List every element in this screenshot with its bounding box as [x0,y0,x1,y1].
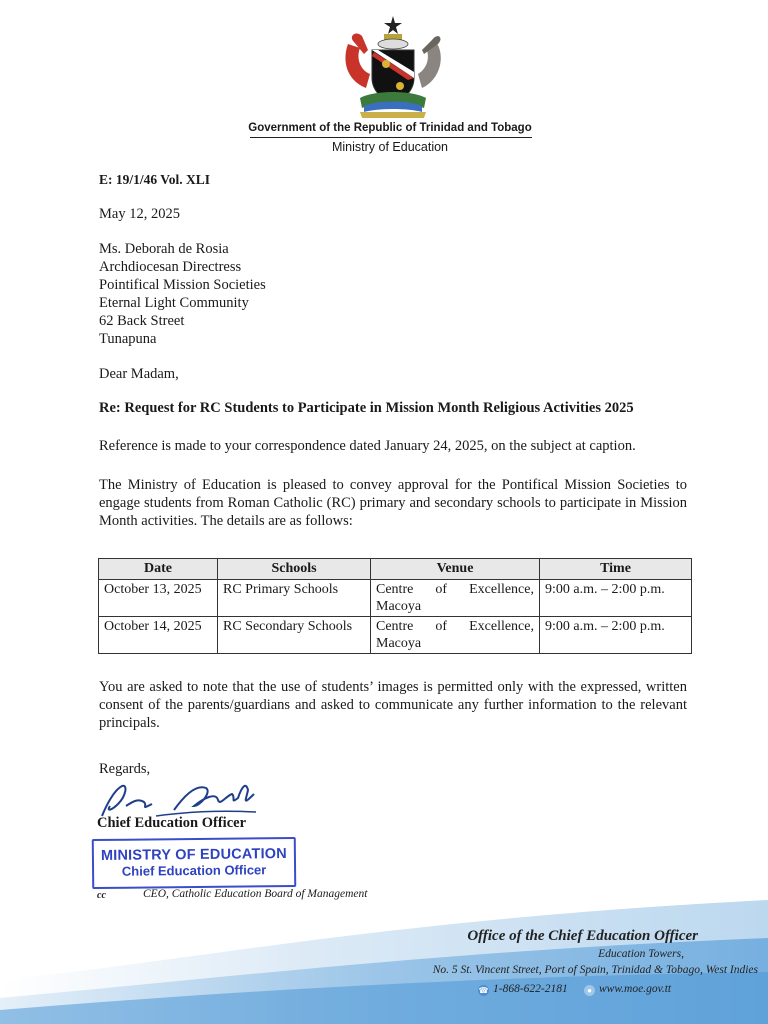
recipient-line: Tunapuna [99,331,157,347]
paragraph-reference: Reference is made to your correspondence dated January 24, 2025, on the subject at caption. [99,438,636,454]
table-row [99,617,692,654]
ministry-heading: Ministry of Education [331,140,449,154]
paragraph-consent: You are asked to note that the use of students’ images is permitted only with the expressed, written consent of the parents/guardians and asked to communicate any further information to the relevant principals. [99,679,687,731]
footer-website[interactable] [584,983,671,996]
cc-label: cc [97,890,106,901]
cell-schools: RC Secondary Schools [218,617,371,654]
cell-date: October 14, 2025 [99,617,218,654]
footer-phone [478,983,568,996]
column-header-date: Date [99,559,218,580]
reference-number: E: 19/1/46 Vol. XLI [99,172,211,187]
column-header-schools: Schools [218,559,371,580]
table-header-row [99,559,692,580]
letter-date: May 12, 2025 [99,206,180,222]
website-url[interactable]: www.moe.gov.tt [599,983,672,995]
cell-time: 9:00 a.m. – 2:00 p.m. [540,580,692,617]
phone-number: 1-868-622-2181 [493,983,568,995]
footer-office-title: Office of the Chief Education Officer [467,928,698,944]
cc-recipient: CEO, Catholic Education Board of Management [143,888,368,900]
cell-date: October 13, 2025 [99,580,218,617]
globe-icon: ● [584,985,595,996]
activity-details-table [98,558,692,654]
column-header-venue: Venue [371,559,540,580]
stamp-line1: MINISTRY OF EDUCATION [100,846,287,864]
recipient-line: Ms. Deborah de Rosia [99,241,229,257]
recipient-line: Archdiocesan Directress [99,259,242,275]
footer-address-line2: No. 5 St. Vincent Street, Port of Spain, Trinidad & Tobago, West Indies [432,964,758,976]
salutation: Dear Madam, [99,366,179,382]
coat-of-arms-emblem [338,14,448,122]
letterhead-divider [250,137,532,138]
signatory-title: Chief Education Officer [97,815,247,831]
stamp-line2: Chief Education Officer [121,862,267,879]
venue-line2: Macoya [376,636,422,651]
venue-line1: Centre of Excellence, [376,582,534,597]
cell-time: 9:00 a.m. – 2:00 p.m. [540,617,692,654]
venue-line1: Centre of Excellence, [376,619,534,634]
recipient-line: Pointifical Mission Societies [99,277,266,293]
subject-line: Re: Request for RC Students to Participate in Mission Month Religious Activities 2025 [99,400,634,416]
venue-line2: Macoya [376,599,422,614]
paragraph-approval: The Ministry of Education is pleased to convey approval for the Pontifical Mission Societies to engage students from Roman Catholic (RC) primary and secondary schools to participate in Mission Month activities. The details are as follows: [99,477,687,529]
cell-venue [371,617,540,654]
recipient-line: 62 Back Street [99,313,185,329]
closing-regards: Regards, [99,761,151,777]
phone-icon: ☎ [478,986,489,995]
column-header-time: Time [540,559,692,580]
recipient-line: Eternal Light Community [99,295,249,311]
recipient-address [99,240,266,348]
government-heading: Government of the Republic of Trinidad and Tobago [248,122,532,134]
footer-address-line1: Education Towers, [598,948,684,960]
cell-venue [371,580,540,617]
cell-schools: RC Primary Schools [218,580,371,617]
table-row [99,580,692,617]
